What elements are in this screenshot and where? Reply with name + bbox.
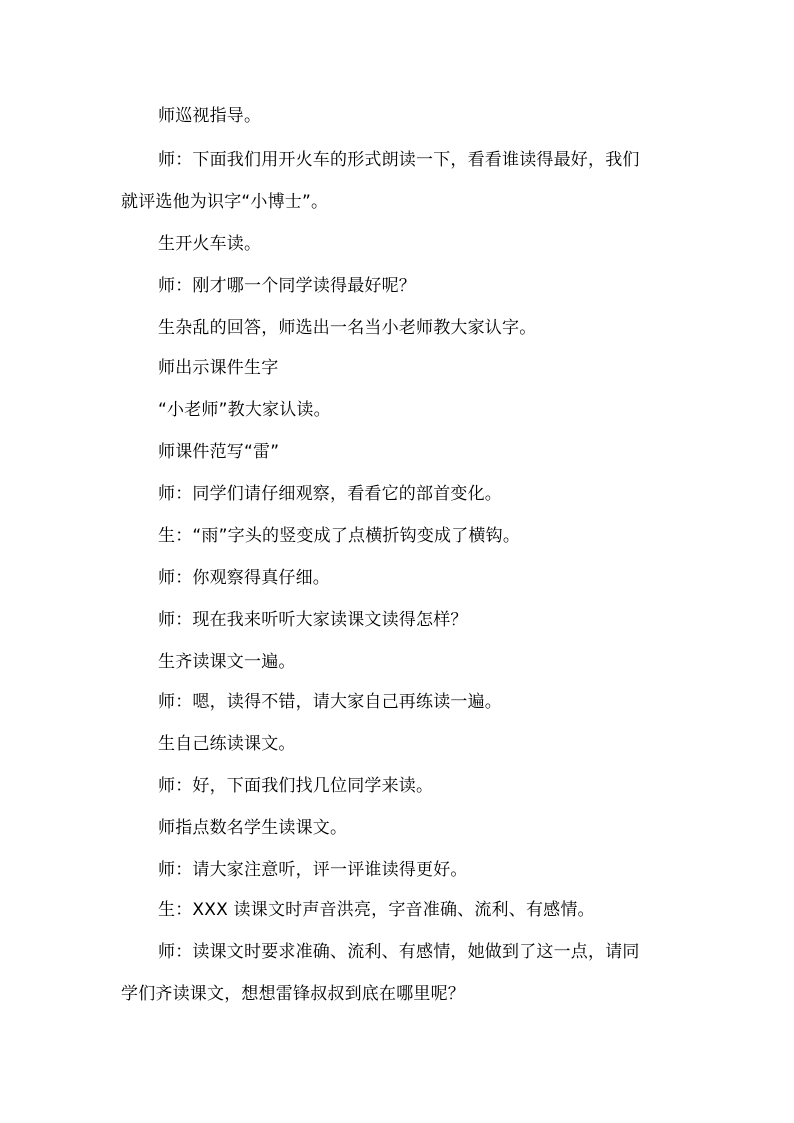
- paragraph-line: 师：下面我们用开火车的形式朗读一下，看看谁读得最好，我们: [158, 150, 640, 170]
- paragraph-line: 生自己练读课文。: [158, 734, 296, 754]
- paragraph-line: 师课件范写“雷”: [158, 442, 280, 462]
- paragraph-line: 师：嗯，读得不错，请大家自己再练读一遍。: [158, 692, 502, 712]
- paragraph-line: 生齐读课文一遍。: [158, 652, 296, 672]
- paragraph-line: 师：刚才哪一个同学读得最好呢？: [158, 276, 416, 296]
- paragraph-line: 生：“雨”字头的竖变成了点横折钩变成了横钩。: [158, 526, 521, 546]
- paragraph-line: 师：同学们请仔细观察，看看它的部首变化。: [158, 484, 502, 504]
- paragraph-line: 师：现在我来听听大家读课文读得怎样？: [158, 610, 468, 630]
- paragraph-line-continuation: 学们齐读课文，想想雷锋叔叔到底在哪里呢？: [121, 984, 465, 1004]
- paragraph-line: “小老师”教大家认读。: [158, 400, 331, 420]
- paragraph-line: 生：XXX 读课文时声音洪亮，字音准确、流利、有感情。: [158, 900, 595, 920]
- paragraph-line: 师：读课文时要求准确、流利、有感情，她做到了这一点，请同: [158, 942, 640, 962]
- paragraph-line: 师巡视指导。: [158, 106, 262, 126]
- paragraph-line: 生开火车读。: [158, 234, 262, 254]
- paragraph-line: 师：请大家注意听，评一评谁读得更好。: [158, 860, 468, 880]
- paragraph-line: 师：好，下面我们找几位同学来读。: [158, 776, 434, 796]
- paragraph-line: 师出示课件生字: [158, 358, 279, 378]
- paragraph-line: 生杂乱的回答，师选出一名当小老师教大家认字。: [158, 318, 537, 338]
- paragraph-line: 师指点数名学生读课文。: [158, 818, 348, 838]
- paragraph-line: 师：你观察得真仔细。: [158, 568, 330, 588]
- paragraph-line-continuation: 就评选他为识字“小博士”。: [121, 192, 329, 212]
